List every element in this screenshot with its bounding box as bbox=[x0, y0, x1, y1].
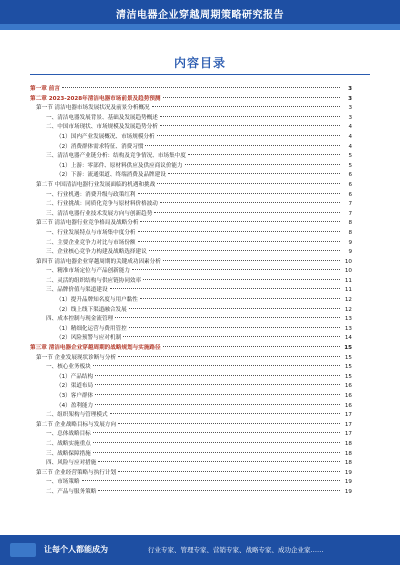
toc-entry-page: 17 bbox=[344, 412, 352, 419]
footer-slogan: 让每个人都能成为 bbox=[44, 545, 108, 554]
toc-dot-leader bbox=[157, 135, 340, 136]
toc-entry-title: （3）客户群体 bbox=[56, 393, 94, 399]
header-bar bbox=[0, 0, 400, 30]
toc-entry-title: 第三节 清洁电器行业竞争格局及战略分析 bbox=[36, 220, 139, 227]
toc-entry-page: 9 bbox=[348, 239, 352, 246]
toc-entry[interactable] bbox=[30, 210, 352, 220]
toc-entry-title: 第一章 前言 bbox=[30, 86, 60, 92]
toc-entry[interactable] bbox=[30, 411, 352, 421]
toc-entry[interactable] bbox=[30, 171, 352, 181]
toc-entry-page: 4 bbox=[348, 133, 352, 140]
toc-entry[interactable] bbox=[30, 354, 352, 364]
toc-dot-leader bbox=[93, 442, 340, 443]
toc-entry-title: 二、主要企业竞争力对比与市场份额 bbox=[46, 239, 136, 246]
toc-entry-title: 一、总体战略目标 bbox=[46, 431, 91, 438]
header-accent-stripe bbox=[0, 24, 400, 30]
toc-dot-leader bbox=[82, 480, 340, 481]
toc-entry[interactable] bbox=[30, 133, 352, 143]
report-title: 清洁电器企业穿越周期策略研究报告 bbox=[116, 10, 284, 21]
toc-dot-leader bbox=[149, 250, 340, 251]
toc-entry-title: 第二节 企业战略目标与发展方向 bbox=[36, 421, 117, 428]
toc-entry-title: 二、组织架构与管理模式 bbox=[46, 412, 108, 419]
toc-entry[interactable] bbox=[30, 382, 352, 392]
toc-entry-title: 四、成本控制与现金流管理 bbox=[46, 316, 114, 323]
toc-entry-page: 9 bbox=[348, 249, 352, 256]
toc-entry[interactable] bbox=[30, 450, 352, 460]
toc-dot-leader bbox=[110, 288, 340, 289]
toc-entry-title: （1）上游：零部件、原材料供应及供应商议价能力 bbox=[56, 162, 183, 169]
toc-entry[interactable] bbox=[30, 123, 352, 133]
toc-dot-leader bbox=[163, 346, 340, 347]
toc-entry[interactable] bbox=[30, 104, 352, 114]
footer-tagline: 行业专家、管理专家、营销专家、战略专家、成功企业家…… bbox=[148, 546, 324, 554]
toc-dot-leader bbox=[163, 260, 340, 261]
toc-entry-title: 第三节 企业经营策略与执行计划 bbox=[36, 469, 117, 476]
toc-entry-title: （1）产品结构 bbox=[56, 373, 94, 380]
toc-entry-title: 二、行业挑战：同质化竞争与原材料价格波动 bbox=[46, 201, 158, 208]
toc-entry[interactable] bbox=[30, 267, 352, 277]
toc-entry[interactable] bbox=[30, 95, 352, 105]
toc-dot-leader bbox=[138, 193, 340, 194]
toc-dot-leader bbox=[123, 336, 340, 337]
toc-entry[interactable] bbox=[30, 248, 352, 258]
toc-entry[interactable] bbox=[30, 143, 352, 153]
toc-dot-leader bbox=[160, 202, 340, 203]
toc-entry[interactable] bbox=[30, 306, 352, 316]
toc-dot-leader bbox=[93, 452, 340, 453]
toc-entry-page: 15 bbox=[344, 373, 352, 380]
toc-entry-page: 10 bbox=[344, 258, 352, 265]
toc-dot-leader bbox=[188, 154, 340, 155]
toc-entry-page: 10 bbox=[344, 268, 352, 275]
toc-entry-page: 19 bbox=[344, 469, 352, 476]
toc-entry[interactable] bbox=[30, 325, 352, 335]
toc-entry-title: （1）提升品牌知名度与用户黏性 bbox=[56, 297, 138, 304]
toc-entry-page: 15 bbox=[344, 345, 352, 352]
toc-entry-title: 二、灵活的组织结构与供应链协同效率 bbox=[46, 277, 142, 284]
toc-dot-leader bbox=[95, 394, 340, 395]
toc-entry[interactable] bbox=[30, 219, 352, 229]
toc-dot-leader bbox=[110, 413, 340, 414]
toc-entry-title: 二、中国市场现状、市场规模及发展趋势分析 bbox=[46, 124, 158, 131]
toc-entry-title: 三、战略保障措施 bbox=[46, 450, 91, 457]
toc-entry-page: 5 bbox=[348, 153, 352, 160]
footer-accent bbox=[10, 543, 36, 557]
toc-dot-leader bbox=[168, 173, 340, 174]
toc-entry-page: 5 bbox=[348, 162, 352, 169]
toc-entry[interactable] bbox=[30, 229, 352, 239]
toc-entry-title: 第四节 清洁电器企业穿越周期的关键成功因素分析 bbox=[36, 258, 161, 265]
toc-entry[interactable] bbox=[30, 334, 352, 344]
toc-entry-page: 19 bbox=[344, 488, 352, 495]
toc-entry-page: 12 bbox=[344, 306, 352, 313]
toc-entry-title: 一、核心业务板块 bbox=[46, 364, 91, 371]
toc-entry-title: 三、清洁电器产业链分析：结构及竞争情况、市场集中度 bbox=[46, 153, 186, 160]
toc-entry-page: 18 bbox=[344, 440, 352, 447]
toc-entry-title: 二、战略实施重点 bbox=[46, 440, 91, 447]
toc-entry[interactable] bbox=[30, 162, 352, 172]
toc-entry-page: 14 bbox=[344, 335, 352, 342]
toc-entry[interactable] bbox=[30, 421, 352, 431]
toc-heading: 内容目录 bbox=[173, 56, 226, 70]
toc-entry[interactable] bbox=[30, 191, 352, 201]
toc-entry-page: 17 bbox=[344, 421, 352, 428]
toc-entry[interactable] bbox=[30, 478, 352, 488]
toc-entry-title: （2）线上线下渠道融合发展 bbox=[56, 306, 127, 313]
toc-entry[interactable] bbox=[30, 85, 352, 95]
toc-dot-leader bbox=[118, 356, 340, 357]
toc-entry[interactable] bbox=[30, 459, 352, 469]
toc-entry-page: 7 bbox=[348, 210, 352, 217]
toc-dot-leader bbox=[95, 404, 340, 405]
toc-dot-leader bbox=[160, 125, 340, 126]
toc-entry-title: （1）国内产业发展概况、市场规模分析 bbox=[56, 133, 155, 140]
toc-entry-page: 3 bbox=[348, 105, 352, 112]
toc-entry-page: 15 bbox=[344, 354, 352, 361]
toc-entry-page: 16 bbox=[344, 393, 352, 399]
toc-entry[interactable] bbox=[30, 344, 352, 354]
toc-entry-title: （4）盈利能力 bbox=[56, 402, 94, 409]
toc-entry-page: 16 bbox=[344, 383, 352, 390]
toc-dot-leader bbox=[132, 269, 340, 270]
toc-entry-page: 13 bbox=[344, 325, 352, 332]
toc-entry[interactable] bbox=[30, 315, 352, 325]
toc-entry-page: 11 bbox=[344, 277, 352, 284]
toc-dot-leader bbox=[118, 423, 340, 424]
toc-entry[interactable] bbox=[30, 286, 352, 296]
toc-entry-page: 3 bbox=[348, 114, 352, 121]
toc-entry-title: （2）风险预警与应对机制 bbox=[56, 335, 122, 342]
toc-entry[interactable] bbox=[30, 488, 352, 498]
toc-entry-title: 一、行业机遇：消费升级与政策红利 bbox=[46, 191, 136, 198]
toc-dot-leader bbox=[138, 241, 340, 242]
toc-dot-leader bbox=[62, 87, 340, 88]
toc-entry-title: 第一节 清洁电器市场发展状况及前景分析概况 bbox=[36, 105, 150, 112]
toc-dot-leader bbox=[140, 221, 340, 222]
toc-entry[interactable] bbox=[30, 440, 352, 450]
toc-dot-leader bbox=[129, 308, 340, 309]
toc-entry[interactable] bbox=[30, 277, 352, 287]
toc-entry-title: （2）下游：流通渠道、终端消费及品牌建设 bbox=[56, 172, 166, 179]
toc-entry[interactable] bbox=[30, 392, 352, 402]
toc-entry[interactable] bbox=[30, 200, 352, 210]
toc-entry[interactable] bbox=[30, 430, 352, 440]
toc-entry-page: 3 bbox=[348, 95, 352, 102]
toc-entry[interactable] bbox=[30, 363, 352, 373]
toc-entry-page: 11 bbox=[344, 287, 352, 294]
toc-entry-title: 一、清洁电器发展背景、基础及发展趋势概述 bbox=[46, 114, 158, 121]
toc-dot-leader bbox=[140, 298, 340, 299]
toc-entry-page: 7 bbox=[348, 201, 352, 208]
toc-entry-title: 一、精准市场定位与产品创新能力 bbox=[46, 268, 130, 275]
toc-entry[interactable] bbox=[30, 114, 352, 124]
toc-entry-page: 4 bbox=[348, 124, 352, 131]
toc-entry-title: 一、行业发展特点与市场集中度分析 bbox=[46, 229, 136, 236]
toc-dot-leader bbox=[157, 183, 340, 184]
toc-entry-page: 12 bbox=[344, 297, 352, 304]
toc-entry-page: 17 bbox=[344, 431, 352, 438]
toc-dot-leader bbox=[145, 145, 340, 146]
toc-entry[interactable] bbox=[30, 373, 352, 383]
toc-entry-title: 第三章 清洁电器企业穿越周期的战略规划与实施路径 bbox=[30, 345, 161, 352]
toc-entry-page: 4 bbox=[348, 143, 352, 150]
toc-entry-title: （2）渠道布局 bbox=[56, 383, 94, 390]
toc-entry[interactable] bbox=[30, 402, 352, 412]
toc-entry-page: 6 bbox=[348, 191, 352, 198]
toc-dot-leader bbox=[163, 97, 340, 98]
toc-entry-page: 3 bbox=[348, 86, 352, 92]
toc-entry-title: （1）精细化运营与费用管控 bbox=[56, 325, 127, 332]
toc-entry-title: 第二章 2023-2028年清洁电器市场前景及趋势预测 bbox=[30, 95, 161, 102]
toc-entry-title: 第一节 企业发展现状诊断与分析 bbox=[36, 354, 117, 361]
toc-dot-leader bbox=[138, 231, 340, 232]
toc-entry[interactable] bbox=[30, 258, 352, 268]
toc-entry[interactable] bbox=[30, 239, 352, 249]
toc-entry-page: 8 bbox=[348, 229, 352, 236]
toc-dot-leader bbox=[93, 365, 340, 366]
toc-dot-leader bbox=[154, 212, 340, 213]
toc-dot-leader bbox=[95, 375, 340, 376]
toc-entry-title: 三、清洁电器行业技术发展方向与创新趋势 bbox=[46, 210, 153, 217]
toc-entry-page: 6 bbox=[348, 172, 352, 179]
toc-entry-page: 15 bbox=[344, 364, 352, 371]
toc-entry-page: 18 bbox=[344, 460, 352, 467]
toc-list bbox=[30, 85, 352, 498]
toc-entry[interactable] bbox=[30, 181, 352, 191]
toc-entry[interactable] bbox=[30, 152, 352, 162]
toc-dot-leader bbox=[118, 471, 340, 472]
toc-dot-leader bbox=[93, 432, 340, 433]
toc-entry-title: 三、企业核心竞争力构建及战略选择建议 bbox=[46, 249, 147, 256]
toc-entry[interactable] bbox=[30, 469, 352, 479]
toc-dot-leader bbox=[129, 327, 340, 328]
toc-dot-leader bbox=[185, 164, 340, 165]
toc-dot-leader bbox=[152, 106, 340, 107]
toc-entry-title: 四、风险与应对措施 bbox=[46, 460, 97, 467]
toc-entry-page: 18 bbox=[344, 450, 352, 457]
toc-dot-leader bbox=[115, 317, 340, 318]
footer-bar bbox=[0, 535, 400, 565]
toc-dot-leader bbox=[98, 461, 340, 462]
toc-entry-title: （2）消费群体需求特征、消费习惯 bbox=[56, 143, 144, 150]
toc-entry-page: 13 bbox=[344, 316, 352, 323]
toc-entry-page: 16 bbox=[344, 402, 352, 409]
toc-dot-leader bbox=[160, 116, 340, 117]
toc-entry-title: 二、产品与服务策略 bbox=[46, 488, 97, 495]
toc-top-divider bbox=[30, 74, 370, 75]
toc-dot-leader bbox=[143, 279, 340, 280]
toc-dot-leader bbox=[95, 384, 340, 385]
toc-entry-page: 6 bbox=[348, 181, 352, 188]
toc-dot-leader bbox=[98, 490, 340, 491]
toc-entry-title: 第二节 中国清洁电器行业发展面临的机遇和挑战 bbox=[36, 181, 156, 188]
toc-entry[interactable] bbox=[30, 296, 352, 306]
toc-entry-title: 一、市场策略 bbox=[46, 479, 80, 486]
toc-entry-page: 8 bbox=[348, 220, 352, 227]
toc-entry-page: 19 bbox=[344, 479, 352, 486]
toc-entry-title: 三、品牌价值与渠道建设 bbox=[46, 287, 108, 294]
